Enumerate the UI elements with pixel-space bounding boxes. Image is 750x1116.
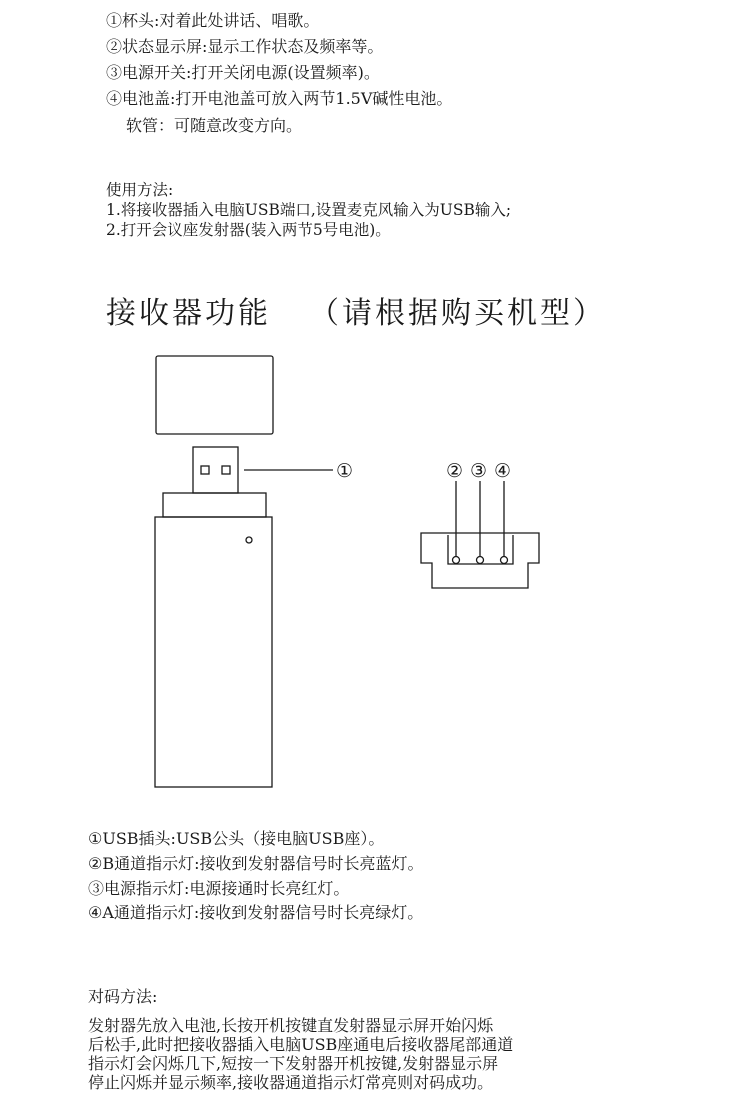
legend-item-3: ③电源指示灯:电源接通时长亮红灯。 (88, 879, 350, 898)
led-power (477, 557, 484, 564)
led-a-channel (501, 557, 508, 564)
parts-item-4: ④电池盖:打开电池盖可放入两节1.5V碱性电池。 (106, 89, 453, 108)
led-b-channel (453, 557, 460, 564)
receiver-indicator-dot (246, 537, 252, 543)
callout-4: ④ (494, 460, 512, 482)
usb-pin-left (201, 466, 209, 474)
receiver-body (155, 517, 272, 787)
parts-item-1: ①杯头:对着此处讲话、唱歌。 (106, 11, 320, 30)
pairing-line-4: 停止闪烁并显示频率,接收器通道指示灯常亮则对码成功。 (88, 1073, 494, 1092)
pairing-line-3: 指示灯会闪烁几下,短按一下发射器开机按键,发射器显示屏 (88, 1054, 499, 1073)
receiver-title: 接收器功能 (106, 296, 271, 331)
callout-2: ② (446, 460, 464, 482)
pairing-heading: 对码方法: (88, 987, 158, 1006)
legend-item-1: ①USB插头:USB公头（接电脑USB座）。 (88, 829, 385, 848)
usb-pin-right (222, 466, 230, 474)
receiver-collar (163, 493, 266, 517)
callout-1: ① (336, 460, 354, 482)
pairing-line-2: 后松手,此时把接收器插入电脑USB座通电后接收器尾部通道 (88, 1035, 514, 1054)
parts-item-3: ③电源开关:打开关闭电源(设置频率)。 (106, 63, 380, 82)
usage-step-1: 1.将接收器插入电脑USB端口,设置麦克风输入为USB输入; (106, 201, 512, 219)
legend-item-2: ②B通道指示灯:接收到发射器信号时长亮蓝灯。 (88, 854, 424, 873)
usb-plug (193, 447, 238, 493)
receiver-cap (156, 356, 273, 434)
usage-heading: 使用方法: (106, 181, 174, 199)
pairing-line-1: 发射器先放入电池,长按开机按键直发射器显示屏开始闪烁 (88, 1016, 494, 1035)
parts-item-5: 软管：可随意改变方向。 (126, 116, 303, 135)
callout-3: ③ (470, 460, 488, 482)
parts-item-2: ②状态显示屏:显示工作状态及频率等。 (106, 37, 384, 56)
receiver-note: （请根据购买机型） (309, 296, 606, 331)
legend-item-4: ④A通道指示灯:接收到发射器信号时长亮绿灯。 (88, 903, 424, 922)
usage-step-2: 2.打开会议座发射器(装入两节5号电池)。 (106, 221, 391, 239)
